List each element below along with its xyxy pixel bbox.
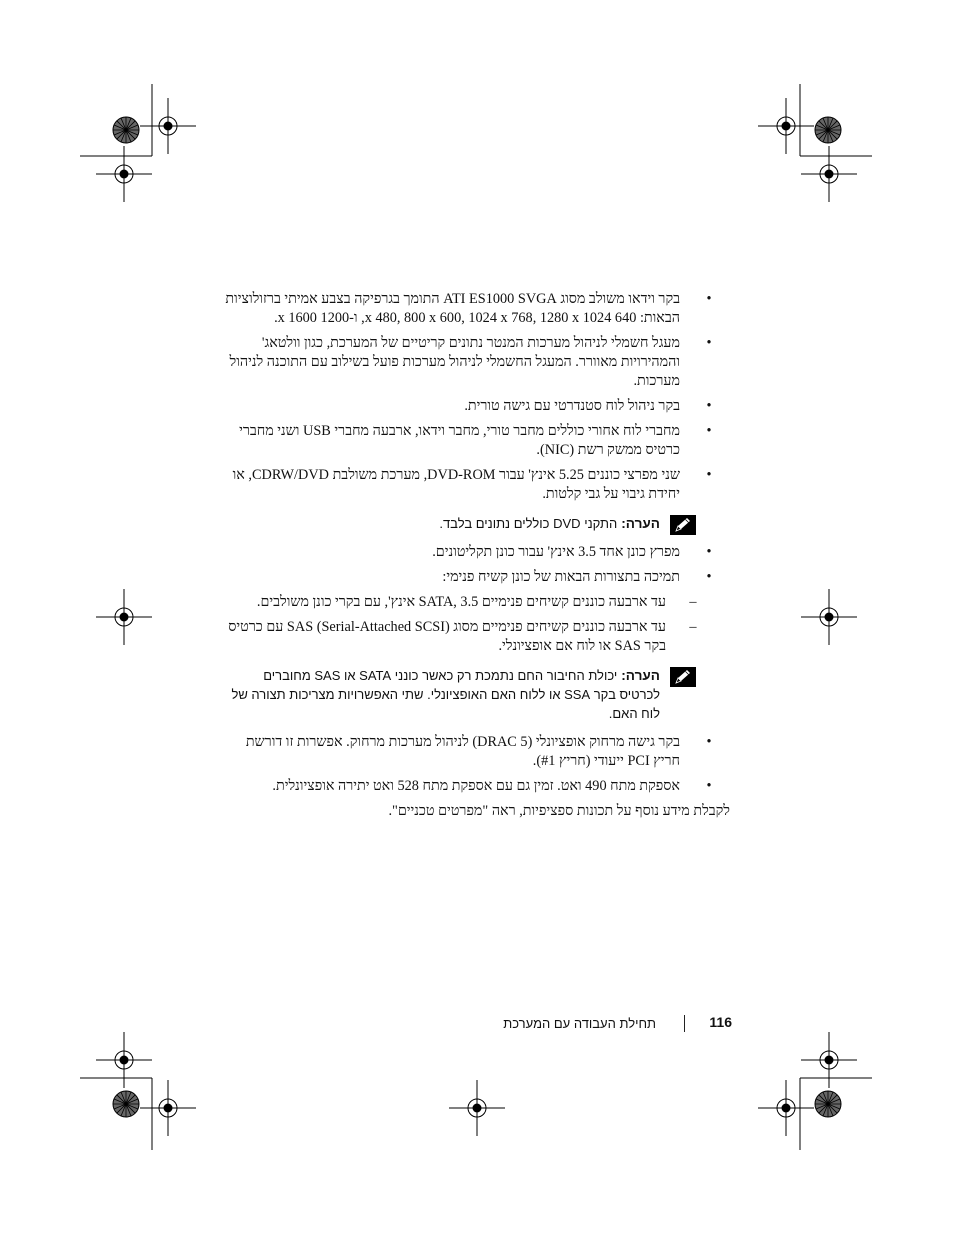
- bullet-icon: •: [706, 291, 712, 307]
- note-text: יכולת החיבור החם נתמכת רק כאשר כונני SATA או SAS מחוברים לכרטיס בקר SSA או ללוח האם האופציונלי. שתי האפשרויות מצריכות תצורה של לוח האם.: [231, 668, 660, 721]
- closing-paragraph: לקבלת מידע נוסף על תכונות ספציפיות, ראה "מפרטים טכניים".: [388, 803, 730, 819]
- features-list-top: [220, 290, 712, 504]
- note-label: הערה:: [621, 516, 660, 531]
- registration-star-icon: [815, 117, 841, 143]
- note-label: הערה:: [621, 668, 660, 683]
- registration-crosshair-icon: [758, 1080, 814, 1136]
- page-number: 116: [709, 1014, 732, 1030]
- note-pencil-icon: [670, 515, 696, 535]
- registration-star-icon: [113, 117, 139, 143]
- bullet-icon: •: [706, 398, 712, 414]
- list-item: • שני מפרצי כוננים 5.25 אינץ' עבור DVD-ROM, מערכת משולבת CDRW/DVD, או יחידת גיבוי על גבי קלטות.: [220, 466, 696, 504]
- registration-crosshair-icon: [801, 589, 857, 645]
- list-item: • בקר גישה מרחוק אופציונלי (DRAC 5) לניהול מערכות מרחוק. אפשרות זו דורשת חריץ PCI ייעודי (חריץ #1).: [220, 733, 696, 771]
- dash-icon: –: [689, 619, 697, 635]
- registration-star-icon: [815, 1091, 841, 1117]
- page-footer: [480, 1012, 732, 1036]
- main-content: [220, 290, 730, 821]
- registration-star-icon: [113, 1091, 139, 1117]
- list-item: • בקר וידאו משולב מסוג ATI ES1000 SVGA התומך בגרפיקה בצבע אמיתי ברזולוציות הבאות: 640 x 480, 800 x 600, 1024 x 768, 1280 x 1024, ו-1200 x 1600.: [220, 290, 696, 328]
- bullet-icon: •: [706, 569, 712, 585]
- bullet-icon: •: [706, 467, 712, 483]
- registration-crosshair-icon: [96, 1032, 152, 1088]
- registration-crosshair-icon: [801, 1032, 857, 1088]
- bullet-icon: •: [706, 734, 712, 750]
- note-hot-swap: [220, 666, 696, 723]
- list-item: • תמיכה בתצורות הבאות של כונן קשיח פנימי:: [220, 568, 696, 587]
- list-item: • אספקת מתח 490 ואט. זמין גם עם אספקת מתח 528 ואט יתירה אופציונלית.: [220, 777, 696, 796]
- footer-separator: [684, 1015, 685, 1032]
- bullet-icon: •: [706, 335, 712, 351]
- registration-crosshair-icon: [140, 1080, 196, 1136]
- bullet-icon: •: [706, 544, 712, 560]
- features-list-mid: [220, 543, 712, 656]
- list-item: • בקר ניהול לוח סטנדרטי עם גישה טורית.: [220, 397, 696, 416]
- sub-list-item: – עד ארבעה כוננים קשיחים פנימיים SATA, 3.5 אינץ', עם בקרי כונן משולבים.: [220, 593, 696, 612]
- registration-crosshair-icon: [801, 146, 857, 202]
- registration-crosshair-icon: [758, 98, 814, 154]
- note-pencil-icon: [670, 667, 696, 687]
- sub-list-item: – עד ארבעה כוננים קשיחים פנימיים מסוג SAS (Serial-Attached SCSI) עם כרטיס בקר SAS או לוח אם אופציונלי.: [220, 618, 696, 656]
- registration-crosshair-icon: [449, 1080, 505, 1136]
- registration-crosshair-icon: [96, 589, 152, 645]
- bullet-icon: •: [706, 423, 712, 439]
- list-item: • מפרץ כונן אחד 3.5 אינץ' עבור כונן תקליטונים.: [220, 543, 696, 562]
- dash-icon: –: [689, 594, 697, 610]
- registration-crosshair-icon: [140, 98, 196, 154]
- note-dvd: [220, 514, 696, 533]
- registration-crosshair-icon: [96, 146, 152, 202]
- note-text: התקני DVD כוללים נתונים בלבד.: [439, 516, 618, 531]
- list-item: • מעגל חשמלי לניהול מערכות המנטר נתונים קריטיים של המערכת, כגון וולטאג' והמהירויות מאוורר. המעגל החשמלי לניהול מערכות פועל בשילוב עם התוכנה לניהול מערכות.: [220, 334, 696, 391]
- bullet-icon: •: [706, 778, 712, 794]
- features-list-bottom: [220, 733, 712, 796]
- list-item: • מחברי לוח אחורי כוללים מחבר טורי, מחבר וידאו, ארבעה מחברי USB ושני מחברי כרטיס ממשק רשת (NIC).: [220, 422, 696, 460]
- section-title: תחילת העבודה עם המערכת: [503, 1016, 656, 1031]
